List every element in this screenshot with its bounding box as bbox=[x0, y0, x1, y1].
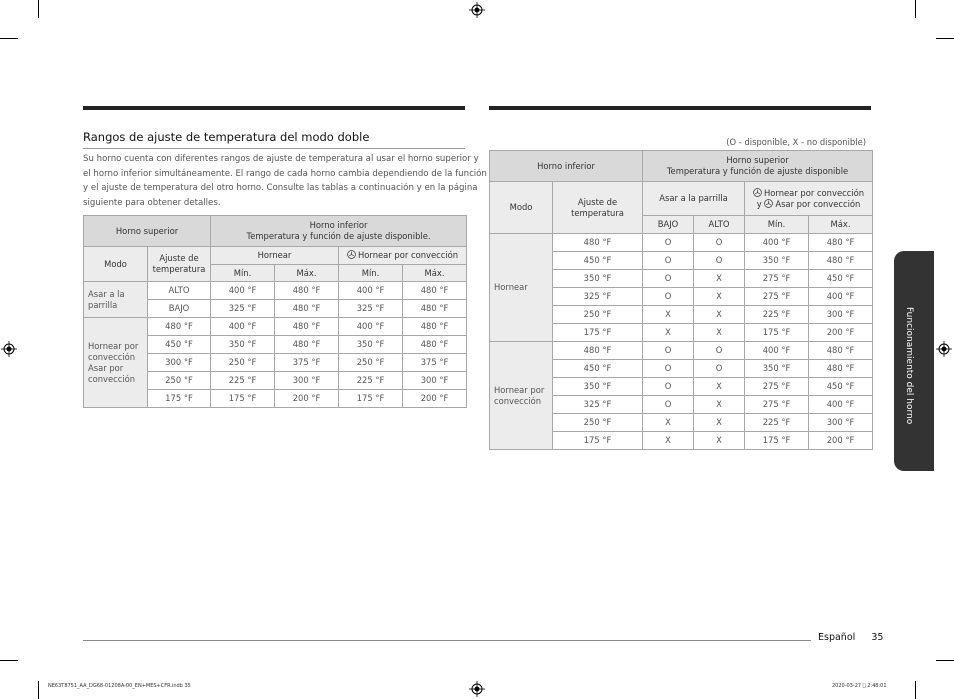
table-cell: 400 °F bbox=[339, 282, 403, 300]
table-cell: 175 °F bbox=[339, 390, 403, 408]
header-ajuste bbox=[553, 182, 643, 234]
chapter-side-tab-label: Funcionamiento del horno bbox=[904, 307, 914, 425]
group-line: Hornear por bbox=[494, 384, 545, 395]
header-broil: Asar a la parrilla bbox=[643, 182, 745, 216]
header-convection-label: Hornear por convección bbox=[358, 250, 459, 260]
header-hornear: Hornear bbox=[211, 247, 339, 265]
registration-mark-icon bbox=[936, 341, 952, 357]
table-cell: O bbox=[643, 396, 694, 414]
table-cell: 400 °F bbox=[211, 282, 275, 300]
header-convection-line bbox=[745, 199, 872, 210]
table-cell: 480 °F bbox=[148, 318, 211, 336]
table-cell: 325 °F bbox=[339, 300, 403, 318]
table-cell: 480 °F bbox=[275, 318, 339, 336]
table-cell: 350 °F bbox=[553, 378, 643, 396]
table-cell: 480 °F bbox=[809, 360, 873, 378]
header-rule-right bbox=[489, 106, 871, 110]
table-cell: O bbox=[643, 378, 694, 396]
table-cell: X bbox=[643, 414, 694, 432]
table-cell: 300 °F bbox=[403, 372, 467, 390]
crop-mark bbox=[936, 660, 954, 661]
table-cell: 480 °F bbox=[403, 318, 467, 336]
upper-oven-table bbox=[83, 215, 467, 408]
table-cell: X bbox=[694, 270, 745, 288]
table-cell: 400 °F bbox=[809, 396, 873, 414]
header-convection bbox=[339, 247, 467, 265]
table-cell: O bbox=[694, 342, 745, 360]
group-line: convección bbox=[88, 373, 136, 384]
table-cell: 480 °F bbox=[553, 342, 643, 360]
table-cell: 250 °F bbox=[211, 354, 275, 372]
crop-mark bbox=[0, 38, 18, 39]
table-cell: X bbox=[694, 306, 745, 324]
table-cell: 325 °F bbox=[553, 396, 643, 414]
table-cell: 300 °F bbox=[809, 414, 873, 432]
header-convection-line bbox=[745, 188, 872, 199]
table-cell: 480 °F bbox=[275, 300, 339, 318]
header-rule-left bbox=[83, 106, 465, 110]
table-cell: O bbox=[694, 234, 745, 252]
header-ajuste-line: Ajuste de bbox=[159, 253, 199, 263]
table-cell: 325 °F bbox=[211, 300, 275, 318]
table-cell: 400 °F bbox=[211, 318, 275, 336]
header-max: Máx. bbox=[403, 265, 467, 282]
header-convection bbox=[745, 182, 873, 216]
header-max: Máx. bbox=[809, 216, 873, 234]
table-cell: 300 °F bbox=[148, 354, 211, 372]
table-cell: 350 °F bbox=[211, 336, 275, 354]
table-cell: 375 °F bbox=[403, 354, 467, 372]
table-cell: 250 °F bbox=[553, 414, 643, 432]
table-cell: 480 °F bbox=[403, 336, 467, 354]
table-cell: O bbox=[643, 288, 694, 306]
header-max: Máx. bbox=[275, 265, 339, 282]
row-group-broil bbox=[84, 282, 148, 318]
table-cell: 250 °F bbox=[339, 354, 403, 372]
group-line: Hornear por bbox=[88, 340, 139, 351]
table-cell: 450 °F bbox=[553, 252, 643, 270]
table-cell: 480 °F bbox=[553, 234, 643, 252]
table-cell: 480 °F bbox=[809, 252, 873, 270]
table-cell: 400 °F bbox=[809, 288, 873, 306]
convection-broil-icon bbox=[764, 199, 773, 208]
footer-language: Español bbox=[818, 632, 856, 643]
table-cell: 350 °F bbox=[553, 270, 643, 288]
section-title: Rangos de ajuste de temperatura del modo doble bbox=[83, 130, 370, 144]
title-rule bbox=[83, 148, 465, 149]
table-cell: 400 °F bbox=[339, 318, 403, 336]
header-lower-oven: Horno inferior bbox=[490, 151, 643, 182]
header-modo: Modo bbox=[490, 182, 553, 234]
registration-mark-icon bbox=[469, 2, 485, 18]
table-cell: 275 °F bbox=[745, 288, 809, 306]
header-lower-line: Temperatura y función de ajuste disponible. bbox=[246, 231, 431, 241]
table-cell: 300 °F bbox=[275, 372, 339, 390]
registration-mark-icon bbox=[1, 341, 17, 357]
table-cell: X bbox=[694, 288, 745, 306]
table-cell: 250 °F bbox=[148, 372, 211, 390]
group-line: Asar a la bbox=[88, 288, 125, 299]
header-modo: Modo bbox=[84, 247, 148, 282]
intro-line: y el ajuste de temperatura del otro horno. Consulte las tablas a continuación y en la página bbox=[83, 183, 478, 193]
table-cell: 200 °F bbox=[275, 390, 339, 408]
header-lower-oven bbox=[211, 216, 467, 247]
table-cell: 480 °F bbox=[809, 234, 873, 252]
table-cell: 225 °F bbox=[745, 414, 809, 432]
table-cell: 200 °F bbox=[403, 390, 467, 408]
header-ajuste-line: temperatura bbox=[571, 207, 624, 218]
table-cell: O bbox=[643, 342, 694, 360]
convection-fan-icon bbox=[753, 188, 762, 197]
table-cell: 400 °F bbox=[745, 234, 809, 252]
crop-mark bbox=[38, 681, 39, 699]
header-lower-line: Horno inferior bbox=[309, 220, 368, 230]
table-cell: 480 °F bbox=[403, 282, 467, 300]
table-cell: ALTO bbox=[148, 282, 211, 300]
table-cell: X bbox=[643, 324, 694, 342]
table-cell: O bbox=[643, 360, 694, 378]
table-cell: 375 °F bbox=[275, 354, 339, 372]
header-min: Mín. bbox=[211, 265, 275, 282]
intro-paragraph bbox=[83, 152, 487, 210]
lower-oven-table bbox=[489, 150, 873, 450]
table-cell: 175 °F bbox=[553, 324, 643, 342]
table-cell: X bbox=[694, 396, 745, 414]
table-cell: 225 °F bbox=[211, 372, 275, 390]
group-line: convección bbox=[88, 351, 136, 362]
header-ajuste-line: Ajuste de bbox=[577, 196, 618, 207]
header-alto: ALTO bbox=[694, 216, 745, 234]
header-bajo: BAJO bbox=[643, 216, 694, 234]
convection-fan-icon bbox=[347, 250, 356, 259]
table-cell: O bbox=[643, 270, 694, 288]
crop-mark bbox=[0, 660, 18, 661]
header-convection-y: y bbox=[756, 198, 762, 209]
row-group-convection bbox=[490, 342, 553, 450]
header-upper-line: Temperatura y función de ajuste disponible bbox=[666, 166, 849, 176]
table-cell: 200 °F bbox=[809, 324, 873, 342]
footer-rule bbox=[83, 640, 811, 641]
table-cell: X bbox=[694, 414, 745, 432]
crop-mark bbox=[38, 0, 39, 18]
table-cell: 350 °F bbox=[745, 360, 809, 378]
table-cell: X bbox=[643, 432, 694, 450]
header-upper-line: Horno superior bbox=[726, 155, 789, 165]
chapter-side-tab bbox=[894, 251, 934, 471]
footer-file-name: NE63T8751_AA_DG68-01208A-00_EN+MES+CFR.indb 35 bbox=[48, 683, 191, 689]
footer-page-label bbox=[818, 632, 883, 643]
group-line: parrilla bbox=[88, 299, 118, 310]
row-group-bake: Hornear bbox=[490, 234, 553, 342]
intro-line: Su horno cuenta con diferentes rangos de ajuste de temperatura al usar el horno superior y bbox=[83, 154, 479, 164]
group-line: convección bbox=[494, 395, 542, 406]
table-cell: 275 °F bbox=[745, 378, 809, 396]
header-min: Mín. bbox=[339, 265, 403, 282]
table-cell: 450 °F bbox=[809, 270, 873, 288]
table-cell: 325 °F bbox=[553, 288, 643, 306]
crop-mark bbox=[936, 38, 954, 39]
intro-line: siguiente para obtener detalles. bbox=[83, 197, 221, 208]
table-cell: 480 °F bbox=[809, 342, 873, 360]
table-cell: 300 °F bbox=[809, 306, 873, 324]
crop-mark bbox=[915, 681, 916, 699]
table-cell: 275 °F bbox=[745, 396, 809, 414]
table-cell: X bbox=[694, 378, 745, 396]
table-cell: 225 °F bbox=[339, 372, 403, 390]
table-cell: BAJO bbox=[148, 300, 211, 318]
table-cell: 480 °F bbox=[275, 336, 339, 354]
table-cell: 175 °F bbox=[745, 324, 809, 342]
crop-mark bbox=[915, 0, 916, 18]
table-cell: 250 °F bbox=[553, 306, 643, 324]
table-cell: 175 °F bbox=[745, 432, 809, 450]
registration-mark-icon bbox=[469, 681, 485, 697]
header-convection-label: Asar por convección bbox=[775, 198, 861, 209]
header-convection-label: Hornear por convección bbox=[763, 187, 865, 198]
row-group-convection bbox=[84, 318, 148, 408]
footer-print-date: 2020-03-27 ￿ 2:48:01 bbox=[832, 683, 887, 689]
table-cell: 225 °F bbox=[745, 306, 809, 324]
table-cell: 450 °F bbox=[553, 360, 643, 378]
header-ajuste bbox=[148, 247, 211, 282]
header-min: Mín. bbox=[745, 216, 809, 234]
table-cell: X bbox=[643, 306, 694, 324]
table-cell: 480 °F bbox=[275, 282, 339, 300]
group-line: Asar por bbox=[88, 362, 124, 373]
table-cell: 350 °F bbox=[339, 336, 403, 354]
header-upper-oven bbox=[643, 151, 873, 182]
table-cell: O bbox=[694, 252, 745, 270]
table-cell: X bbox=[694, 432, 745, 450]
intro-line: el horno inferior simultáneamente. El rango de cada horno cambia dependiendo de la función bbox=[83, 168, 487, 179]
table-cell: 450 °F bbox=[148, 336, 211, 354]
table-cell: 400 °F bbox=[745, 342, 809, 360]
table-cell: 175 °F bbox=[553, 432, 643, 450]
table-cell: 450 °F bbox=[809, 378, 873, 396]
table-cell: O bbox=[643, 234, 694, 252]
table-cell: O bbox=[694, 360, 745, 378]
table-cell: 480 °F bbox=[403, 300, 467, 318]
availability-note: (O - disponible, X - no disponible) bbox=[726, 137, 866, 147]
header-ajuste-line: temperatura bbox=[152, 264, 206, 274]
table-cell: O bbox=[643, 252, 694, 270]
table-cell: X bbox=[694, 324, 745, 342]
page-number: 35 bbox=[871, 632, 884, 643]
table-cell: 175 °F bbox=[211, 390, 275, 408]
table-cell: 275 °F bbox=[745, 270, 809, 288]
table-cell: 350 °F bbox=[745, 252, 809, 270]
table-cell: 200 °F bbox=[809, 432, 873, 450]
table-cell: 175 °F bbox=[148, 390, 211, 408]
header-upper-oven: Horno superior bbox=[84, 216, 211, 247]
